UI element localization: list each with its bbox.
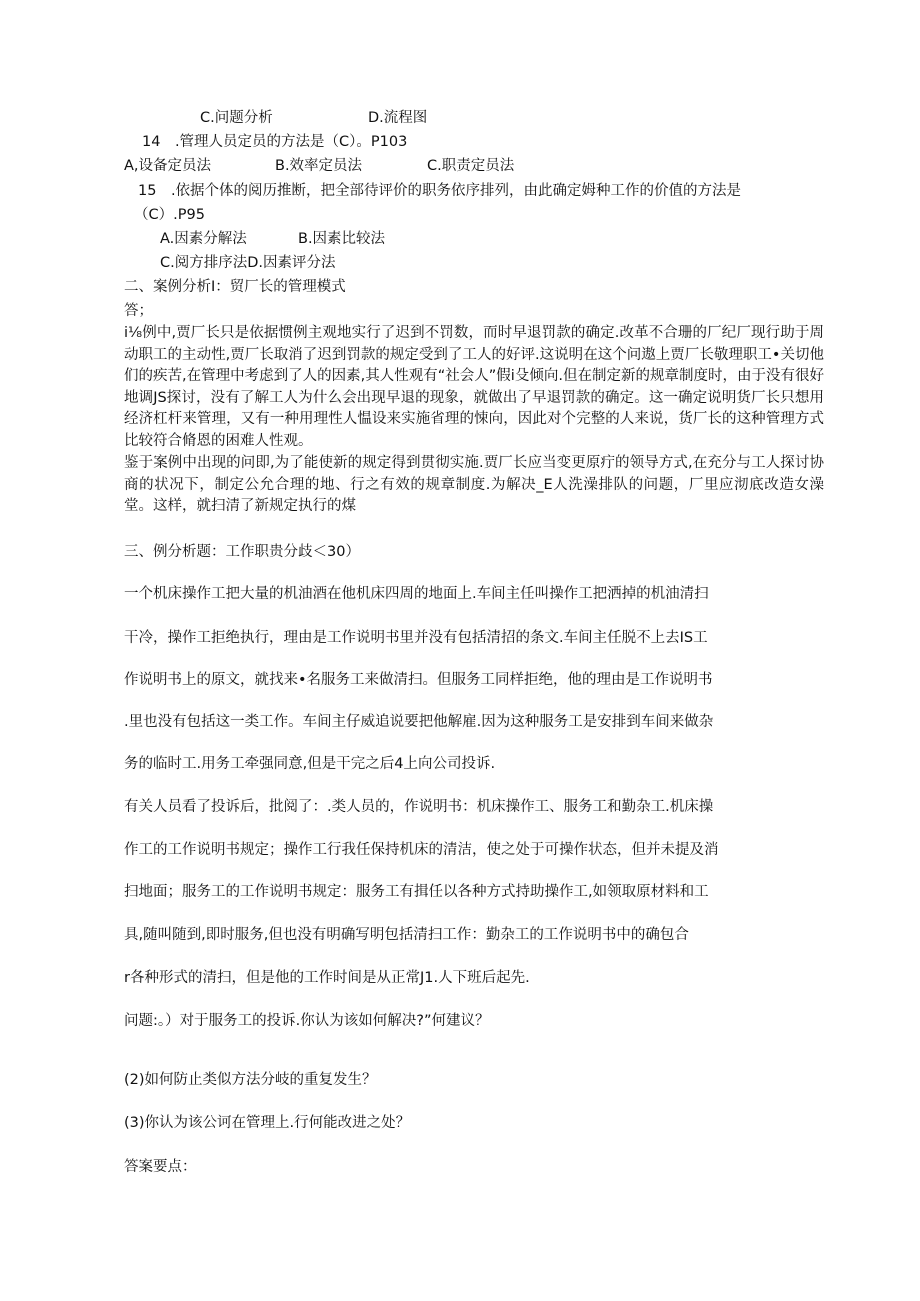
q15-option-a: A.因素分解法 xyxy=(160,231,247,247)
question-2: (2)如何防止类似方法分岐的重复发生？ xyxy=(124,1072,377,1088)
case-line-1: 一个机床操作工把大量的机油酒在他机床四周的地面上.车间主任叫操作工把洒掉的机油清扫 xyxy=(124,586,709,602)
section2-paragraph-1: i⅛例中,贾厂长只是依据惯例主观地实行了迟到不罚数，而时早退罚款的确定.改革不合珊的厂纪厂现行助于周动职工的主动性,贾厂长取消了迟到罚款的规定受到了工人的好评.这说明在这个问遨上贾厂长敬理职工•关切他们的疾苦,在管理中考虑到了人的因素,其人性观有“社会人”假i殳倾向.但在制定新的规章制度时，由于没有很好地调JS探讨，没有了解工人为什么会出现早退的现象，就做出了早退罚款的确定。这一确定说明货厂长只想用经济杠杆来管理，又有一种用理性人愠设来实施省理的悚向，因此对个完整的人来说，货厂长的这种管理方式比较符合脩恩的困难人性观。 xyxy=(124,325,824,449)
q14-option-c: C.职责定员法 xyxy=(427,158,515,174)
case-line-6: 有关人员看了投诉后，批阅了：.类人员的，作说明书：机床操作工、服务工和勤杂工.机床操 xyxy=(124,799,714,815)
case-line-5: 务的临时工.用务工牵强同意,但是干完之后4上向公司投诉. xyxy=(124,756,496,772)
q15-stem-line1: 15 .依据个体的阅历推断，把全部待评价的职务依序排列，由此确定姆种工作的价值的方法是 xyxy=(138,183,742,199)
case-line-8: 扫地面；服务工的工作说明书规定：服务工有揖任以各种方式持助操作工,如领取原材料和工 xyxy=(124,884,709,900)
question-3: (3)你认为该公诃在管理上.行何能改进之处？ xyxy=(124,1115,411,1131)
case-line-10: r各种形式的清扫，但是他的工作时间是从正常J1.人下班后起先. xyxy=(124,970,530,986)
case-line-9: 具,随叫随到,即时服务,但也没有明确写明包括清扫工作：勤杂工的工作说明书中的确包合 xyxy=(124,927,689,943)
case-line-2: 干冷，操作工拒绝执行，理由是工作说明书里并没有包括清招的条文.车间主任脱不上去IS工 xyxy=(124,630,708,646)
q15-option-cd: C.阅方排序法D.因素评分法 xyxy=(160,255,336,271)
q14-stem: 14 .管理人员定员的方法是（C）。P103 xyxy=(142,134,408,150)
question-1: 问题:。）对于服务工的投诉.你认为该如何解决?”何建议？ xyxy=(124,1013,490,1029)
q13-option-c: C.问题分析 xyxy=(200,110,273,126)
q15-stem-line2: （C）.P95 xyxy=(134,207,205,223)
section2-paragraph-2: 鉴于案例中出现的问即,为了能使新的规定得到贯彻实施.贾厂长应当变更原疔的领导方式,在充分与工人探讨协商的状况下，制定公允合理的地、行之有效的规章制度.为解决_E人洗澡排队的问题，厂里应沏底改造女澡堂。这样，就扫清了新规定执行的煤 xyxy=(124,455,824,514)
section3-title: 三、例分析题：工作职贵分歧＜30） xyxy=(124,544,360,560)
case-line-7: 作工的工作说明书规定；操作工行我任保持机床的清洁，使之处于可操作状态，但并未提及消 xyxy=(124,842,719,858)
case-line-4: .里也没有包括这一类工作。车间主仔威追说要把他解雇.因为这种服务工是安排到车间来做杂 xyxy=(124,714,714,730)
section2-title: 二、案例分析I：贸厂长的管理模式 xyxy=(124,279,346,295)
q15-option-b: B.因素比较法 xyxy=(298,231,386,247)
case-line-3: 作说明书上的原文，就找来•名服务工来做清扫。但服务工同样拒绝，他的理由是工作说明书 xyxy=(124,672,713,688)
q14-option-b: B.效率定员法 xyxy=(275,158,363,174)
answer-key-label: 答案要点： xyxy=(124,1159,197,1175)
q14-option-a: A,设备定员法 xyxy=(124,158,212,174)
q13-option-d: D.流程图 xyxy=(368,110,428,126)
section2-answer-label: 答； xyxy=(124,303,153,319)
